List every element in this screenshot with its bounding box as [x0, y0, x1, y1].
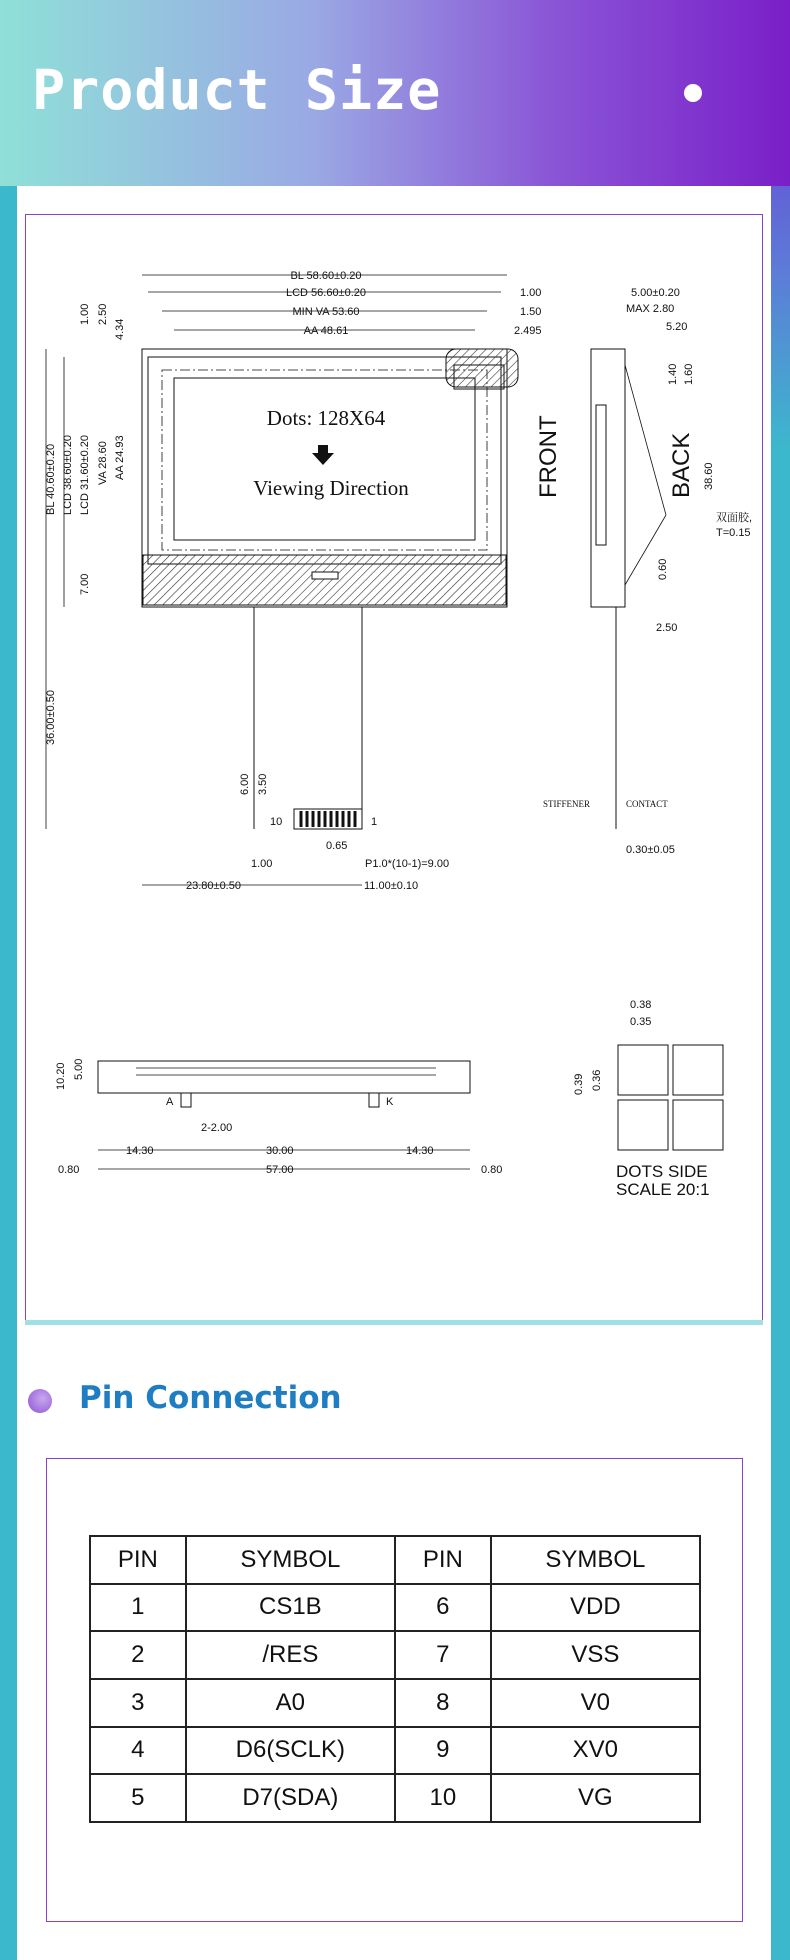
dim-aa-height: AA 24.93: [114, 435, 126, 480]
stiffener-label: STIFFENER: [543, 799, 591, 809]
dim-side-5-20: 5.20: [666, 321, 688, 333]
table-cell: 9: [395, 1727, 491, 1775]
bottom-view-body: [98, 1061, 470, 1093]
dim-5-00: 5.00: [73, 1058, 85, 1080]
pin-a-label: A: [166, 1096, 174, 1108]
dim-right-3: 2.495: [514, 325, 542, 337]
dim-6: 6.00: [239, 773, 251, 795]
side-view-glass: [596, 405, 606, 545]
dim-lcd-height: LCD 38.60±0.20: [62, 434, 74, 515]
pin-k-label: K: [386, 1096, 394, 1108]
dim-dot-0-36: 0.36: [591, 1069, 603, 1091]
dim-57-00: 57.00: [266, 1164, 294, 1176]
dim-lcd-width: LCD 56.60±0.20: [285, 287, 367, 299]
dim-2-2-00: 2-2.00: [201, 1122, 233, 1134]
dim-11-00: 11.00±0.10: [364, 880, 419, 892]
left-border-strip: [0, 0, 17, 1960]
screen-viewing-text: Viewing Direction: [253, 476, 409, 500]
dim-1-00: 1.00: [251, 858, 273, 870]
table-cell: D6(SCLK): [186, 1727, 395, 1775]
dim-side-2-50: 2.50: [656, 622, 678, 634]
dot-bl: [618, 1100, 668, 1150]
dim-right-2: 1.50: [520, 306, 542, 318]
table-cell: /RES: [186, 1631, 395, 1679]
dim-aa-width: AA 48.61: [303, 325, 349, 337]
viewing-arrow-icon: [312, 445, 334, 465]
pin-a: [181, 1093, 191, 1107]
table-cell: 2: [90, 1631, 186, 1679]
dim-pitch: P1.0*(10-1)=9.00: [365, 858, 450, 870]
fpc-pin-10-label: 10: [270, 816, 283, 828]
table-cell: CS1B: [186, 1584, 395, 1632]
dim-side-0-60: 0.60: [657, 558, 669, 580]
table-cell: 3: [90, 1679, 186, 1727]
side-note-thickness: T=0.15: [716, 527, 751, 539]
dimension-drawing: [26, 215, 764, 1325]
table-row: [90, 1679, 700, 1727]
table-cell: 10: [395, 1774, 491, 1822]
dim-dot-0-38: 0.38: [630, 999, 652, 1011]
page-title: Product Size: [32, 58, 442, 122]
right-border-strip: [771, 0, 790, 1960]
dot-tr: [673, 1045, 723, 1095]
dim-23-80: 23.80±0.50: [186, 880, 241, 892]
dim-side-0-30: 0.30±0.05: [626, 844, 675, 856]
dot-tl: [618, 1045, 668, 1095]
fpc-contacts: [294, 809, 362, 829]
dim-minva-width: MIN VA 53.60: [292, 306, 360, 318]
dim-0-80-right: 0.80: [481, 1164, 503, 1176]
dim-14-30-left: 14.30: [126, 1145, 154, 1157]
dim-side-5: 5.00±0.20: [631, 287, 680, 299]
dim-dot-0-35: 0.35: [630, 1016, 652, 1028]
dots-caption-2: SCALE 20:1: [616, 1180, 710, 1199]
pin-table: [89, 1535, 701, 1823]
table-cell: VG: [491, 1774, 700, 1822]
dim-dot-0-39: 0.39: [573, 1073, 585, 1095]
dot-br: [673, 1100, 723, 1150]
table-row: [90, 1584, 700, 1632]
dim-3-50: 3.50: [257, 773, 269, 795]
table-cell: VDD: [491, 1584, 700, 1632]
dim-va-height: VA 28.60: [97, 441, 109, 485]
pin-connection-heading: Pin Connection: [79, 1380, 342, 1416]
dim-0-65: 0.65: [326, 840, 348, 852]
table-cell: 4: [90, 1727, 186, 1775]
dim-right-1: 1.00: [520, 287, 542, 299]
ledge-slot: [312, 572, 338, 579]
dim-14-30-right: 14.30: [406, 1145, 434, 1157]
table-cell: VSS: [491, 1631, 700, 1679]
dim-bl-width: BL 58.60±0.20: [290, 270, 362, 282]
table-cell: XV0: [491, 1727, 700, 1775]
header-pin-1: PIN: [90, 1536, 186, 1584]
back-label: BACK: [668, 432, 695, 498]
pin-heading-bullet-icon: [28, 1389, 52, 1413]
table-cell: A0: [186, 1679, 395, 1727]
dimension-drawing-frame: [25, 214, 763, 1324]
dim-10-20: 10.20: [55, 1062, 67, 1090]
header-banner: [0, 0, 790, 186]
table-row: [90, 1774, 700, 1822]
dim-0-80-left: 0.80: [58, 1164, 80, 1176]
side-note-tape: 双面胶,: [716, 512, 753, 524]
dim-side-38-60: 38.60: [703, 462, 715, 490]
contact-label: CONTACT: [626, 799, 668, 809]
table-cell: 1: [90, 1584, 186, 1632]
side-view-tape-1: [625, 365, 666, 515]
dim-side-max: MAX 2.80: [626, 303, 675, 315]
table-row: [90, 1631, 700, 1679]
pin-k: [369, 1093, 379, 1107]
table-cell: D7(SDA): [186, 1774, 395, 1822]
dim-side-1-40: 1.40: [667, 363, 679, 385]
dim-side-1-60: 1.60: [683, 363, 695, 385]
table-cell: 6: [395, 1584, 491, 1632]
front-label: FRONT: [535, 415, 562, 498]
dim-7: 7.00: [79, 573, 91, 595]
dots-caption-1: DOTS SIDE: [616, 1162, 708, 1181]
tab-hatch: [446, 349, 518, 387]
table-cell: 7: [395, 1631, 491, 1679]
dim-left-3: 4.34: [114, 318, 126, 340]
pin-table-header: [90, 1536, 700, 1584]
table-cell: 5: [90, 1774, 186, 1822]
glass-ledge: [143, 555, 506, 605]
drawing-frame-bottom-bar: [25, 1320, 763, 1325]
pin-table-frame: [46, 1458, 743, 1922]
table-cell: V0: [491, 1679, 700, 1727]
screen-dots-text: Dots: 128X64: [266, 406, 386, 430]
header-dot-icon: [684, 84, 702, 102]
table-cell: 8: [395, 1679, 491, 1727]
header-symbol-2: SYMBOL: [491, 1536, 700, 1584]
header-pin-2: PIN: [395, 1536, 491, 1584]
dim-30-00: 30.00: [266, 1145, 294, 1157]
dim-bl-height: BL 40.60±0.20: [45, 443, 57, 515]
dim-fpc-length: 36.00±0.50: [45, 690, 57, 745]
header-symbol-1: SYMBOL: [186, 1536, 395, 1584]
dim-lcd-height-2: LCD 31.60±0.20: [79, 434, 91, 515]
dim-left-2: 2.50: [97, 303, 109, 325]
dim-left-1: 1.00: [79, 303, 91, 325]
table-row: [90, 1727, 700, 1775]
fpc-pin-1-label: 1: [371, 816, 378, 828]
